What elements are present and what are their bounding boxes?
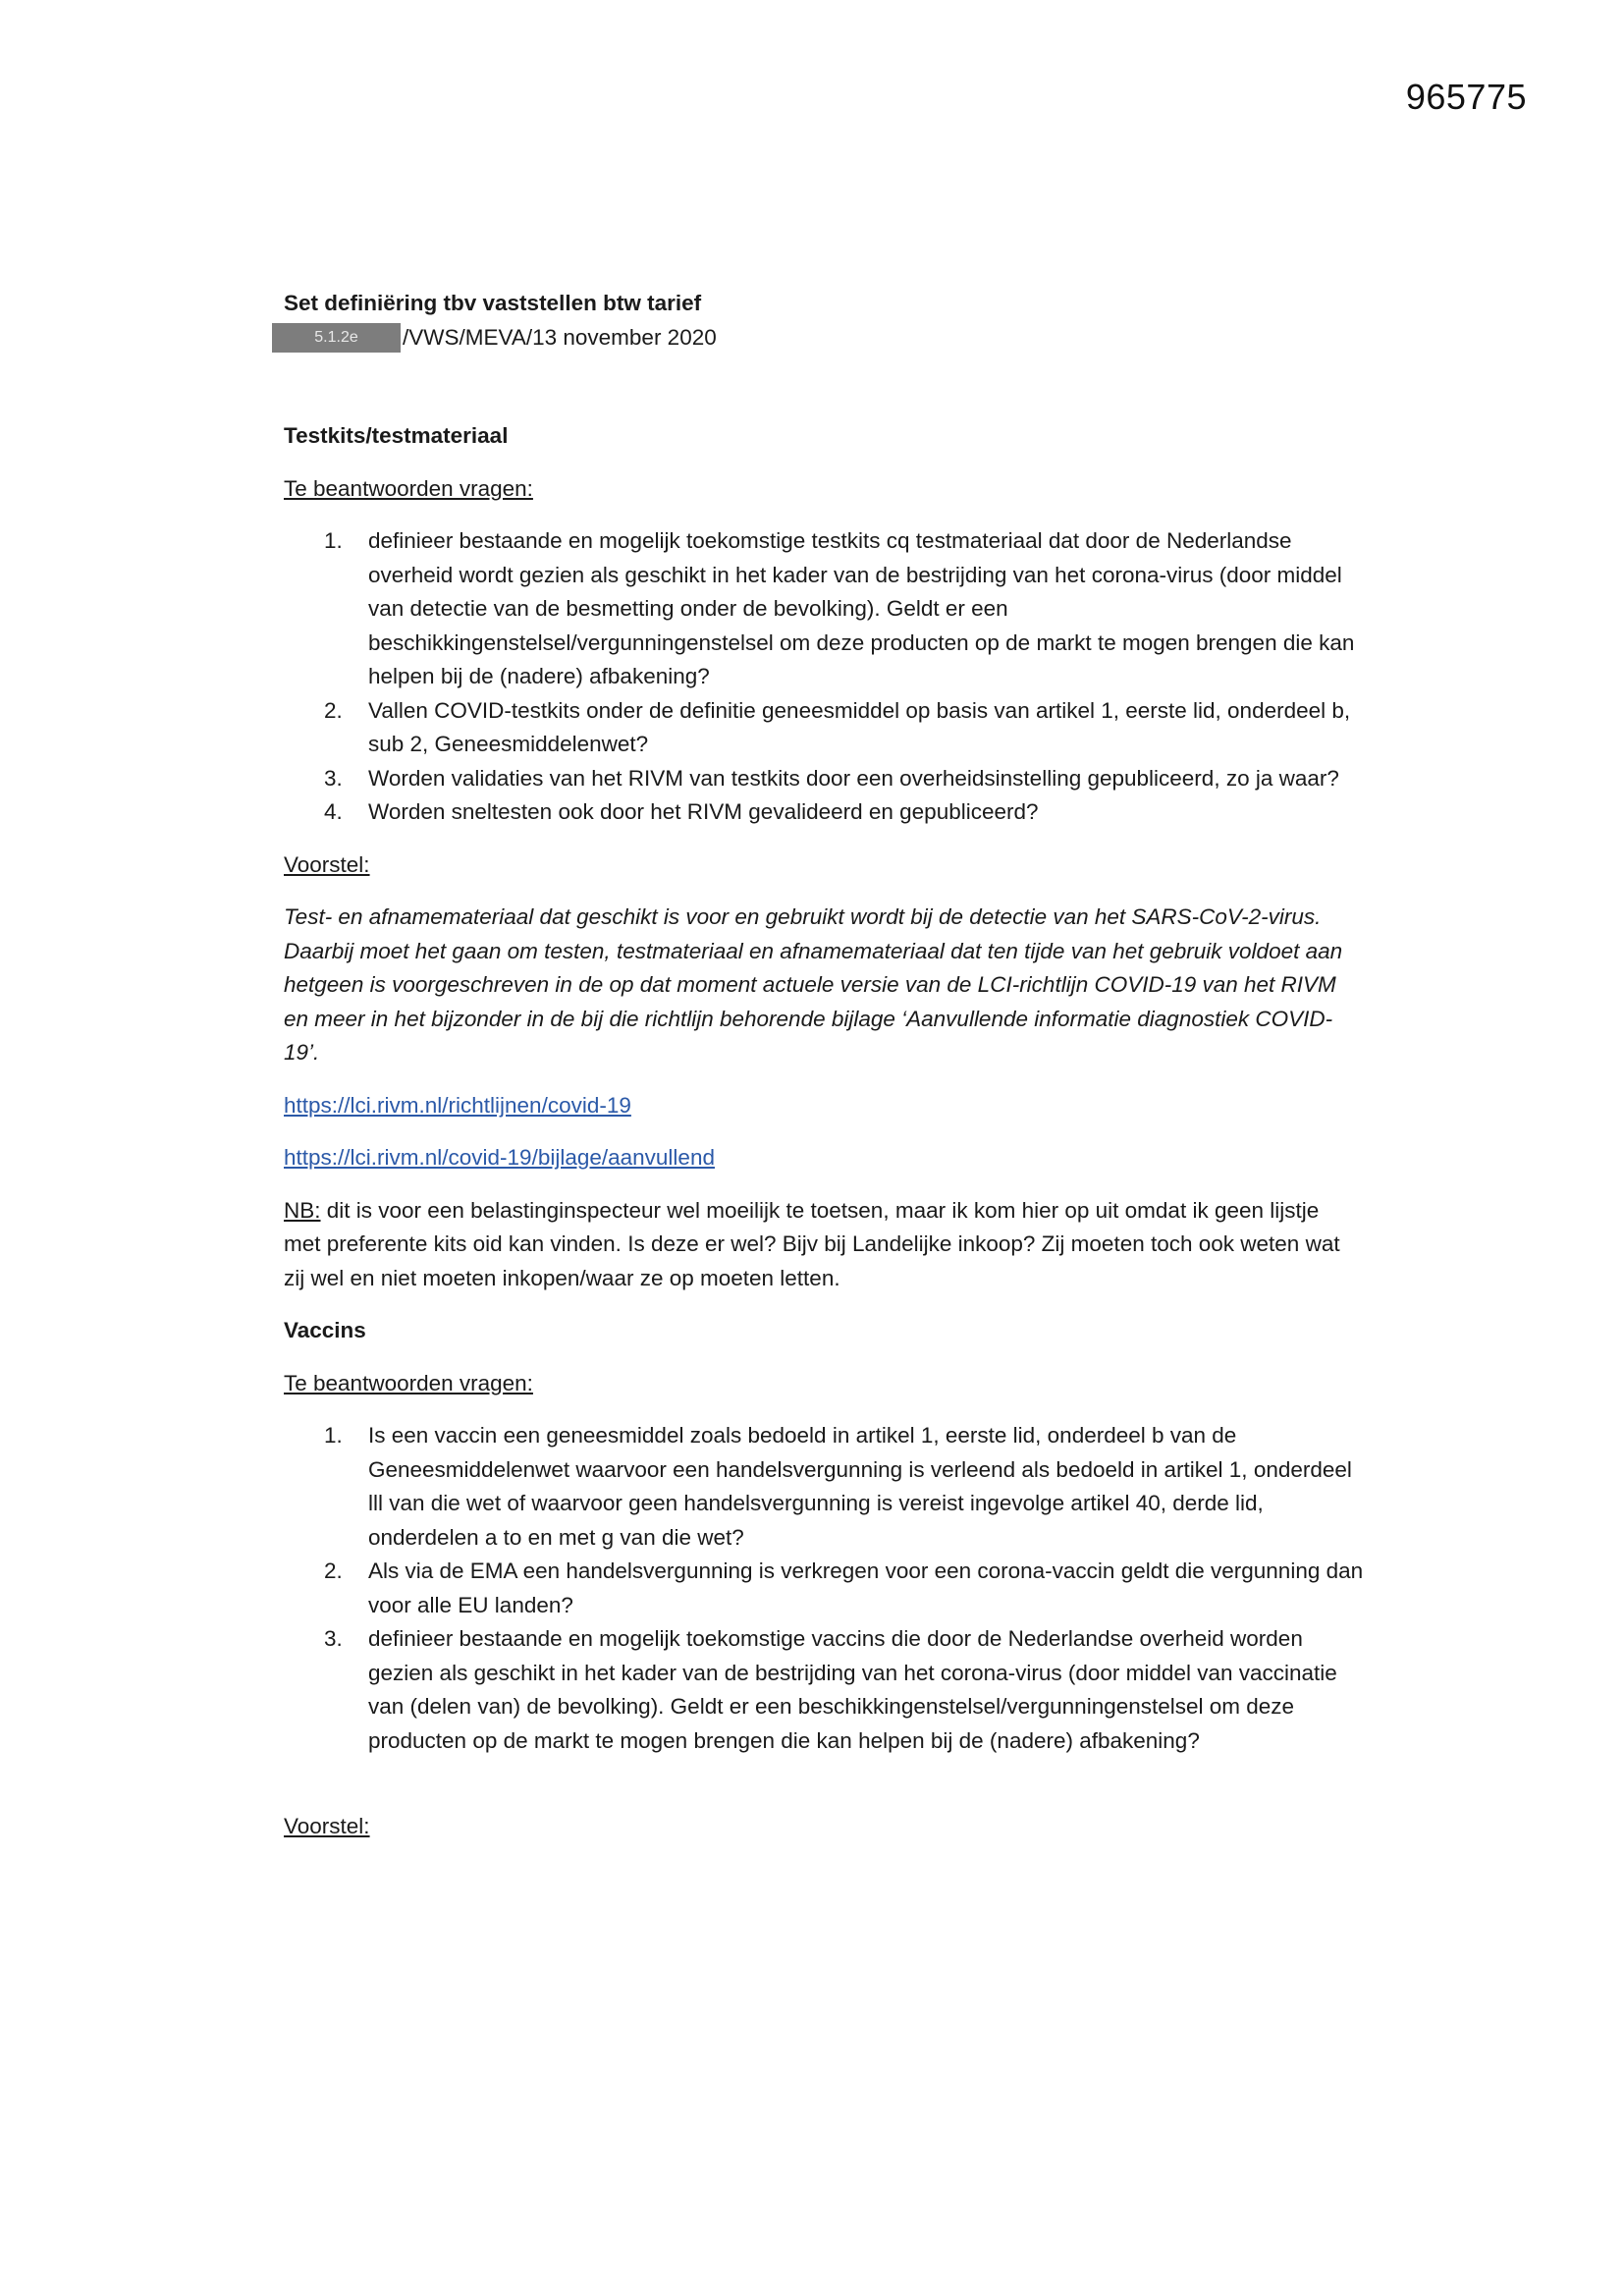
reference-suffix: /VWS/MEVA/13 november 2020 xyxy=(403,324,717,350)
proposal-text-testkits: Test- en afnamemateriaal dat geschikt is voor en gebruikt wordt bij de detectie van het SARS-CoV-2-virus. Daarbij moet het gaan om testen, testmateriaal en afnamemateriaal dat ten tijde van het gebruik voldoet aan hetgeen is voorgeschreven in de op dat moment actuele versie van de LCI-richtlijn COVID-19 van het RIVM en meer in het bijzonder in de bij die richtlijn behorende bijlage ‘Aanvullende informatie diagnostiek COVID-19’. xyxy=(284,904,1343,1065)
reference-line xyxy=(272,321,1352,355)
document-body xyxy=(284,287,1364,1844)
document-number: 965775 xyxy=(1405,77,1527,117)
section-heading-vaccins: Vaccins xyxy=(284,1318,366,1342)
link-lci-richtlijn[interactable]: https://lci.rivm.nl/richtlijnen/covid-19 xyxy=(284,1092,631,1118)
questions-list-testkits xyxy=(284,524,1364,830)
questions-label-testkits: Te beantwoorden vragen: xyxy=(284,475,533,501)
nb-text: dit is voor een belastinginspecteur wel moeilijk te toetsen, maar ik kom hier op uit omdat ik geen lijstje met preferente kits oid kan vinden. Is deze er wel? Bijv bij Landelijke inkoop? Zij moeten toch ook weten wat zij wel en niet moeten inkopen/waar ze op moeten letten. xyxy=(284,1197,1340,1290)
nb-note xyxy=(284,1194,1354,1296)
nb-label: NB: xyxy=(284,1197,321,1223)
proposal-label-testkits: Voorstel: xyxy=(284,851,370,877)
redaction-box: 5.1.2e xyxy=(272,323,401,353)
list-item: 2. Als via de EMA een handelsvergunning is verkregen voor een corona-vaccin geldt die vergunning dan voor alle EU landen? xyxy=(324,1558,1364,1617)
section-heading-testkits: Testkits/testmateriaal xyxy=(284,423,509,448)
list-item: 2. Vallen COVID-testkits onder de definitie geneesmiddel op basis van artikel 1, eerste lid, onderdeel b, sub 2, Geneesmiddelenwet? xyxy=(324,697,1351,756)
list-item: 1. definieer bestaande en mogelijk toekomstige testkits cq testmateriaal dat door de Nederlandse overheid wordt gezien als geschikt in het kader van de bestrijding van het corona-virus (door middel van detectie van de besmetting onder de bevolking). Geldt er een beschikkingenstelsel/vergunningenstelsel om deze producten op de markt te mogen brengen die kan helpen bij de (nadere) afbakening? xyxy=(324,528,1355,688)
list-item: 1. Is een vaccin een geneesmiddel zoals bedoeld in artikel 1, eerste lid, onderdeel b van de Geneesmiddelenwet waarvoor een handelsvergunning is verleend als bedoeld in artikel 1, onderdeel lll van die wet of waarvoor geen handelsvergunning is vereist ingevolge artikel 40, derde lid, onderdelen a to en met g van die wet? xyxy=(324,1423,1352,1550)
proposal-label-vaccins: Voorstel: xyxy=(284,1814,370,1838)
list-item: 3. definieer bestaande en mogelijk toekomstige vaccins die door de Nederlandse overheid worden gezien als geschikt in het kader van de bestrijding van het corona-virus (door middel van vaccinatie van (delen van) de bevolking). Geldt er een beschikkingenstelsel/vergunningenstelsel om deze producten op de markt te mogen brengen die kan helpen bij de (nadere) afbakening? xyxy=(324,1626,1337,1753)
document-title: Set definiëring tbv vaststellen btw tarief xyxy=(284,291,702,315)
link-lci-bijlage[interactable]: https://lci.rivm.nl/covid-19/bijlage/aanvullend xyxy=(284,1145,715,1170)
questions-label-vaccins: Te beantwoorden vragen: xyxy=(284,1370,533,1395)
list-item: 3. Worden validaties van het RIVM van testkits door een overheidsinstelling gepubliceerd, zo ja waar? xyxy=(324,765,1339,791)
questions-list-vaccins xyxy=(284,1419,1364,1758)
list-item: 4. Worden sneltesten ook door het RIVM gevalideerd en gepubliceerd? xyxy=(324,799,1039,824)
